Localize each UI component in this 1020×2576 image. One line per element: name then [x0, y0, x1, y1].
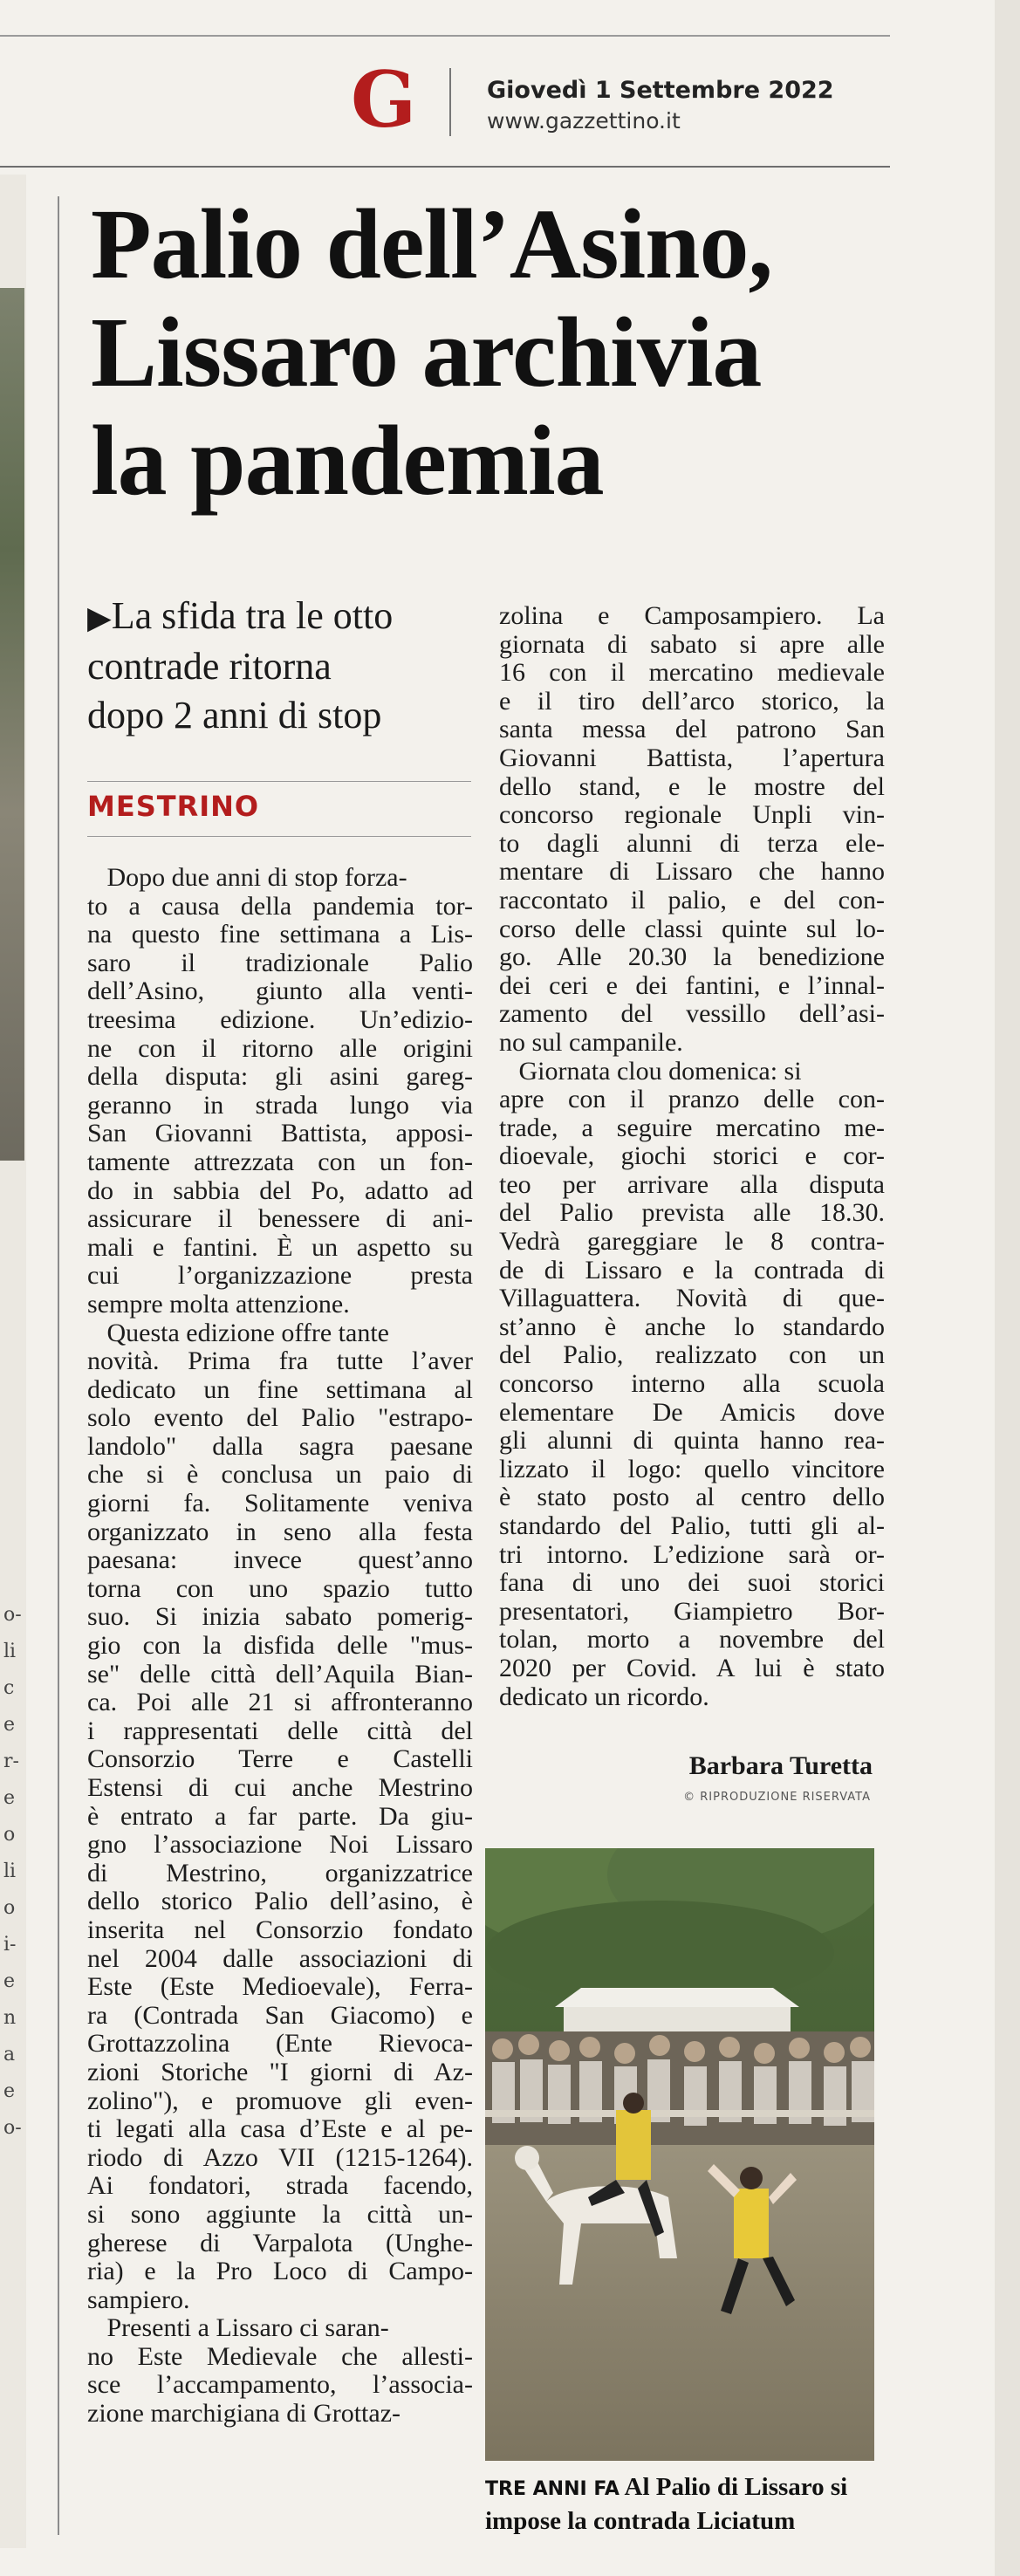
- article-line: lizzato il logo: quello vincitore: [499, 1455, 885, 1483]
- headline-line: la pandemia: [91, 405, 604, 516]
- article-line: Dopo due anni di stop forza-: [87, 864, 407, 892]
- article-line: San Giovanni Battista, apposi-: [87, 1120, 473, 1148]
- adjacent-text-fragment: a: [3, 2044, 16, 2066]
- article-line: zamento del vessillo dell’asi-: [499, 1000, 885, 1029]
- caption-lead: TRE ANNI FA: [485, 2478, 620, 2500]
- author-byline: Barbara Turetta: [688, 1751, 873, 1780]
- adjacent-text-fragment: li: [3, 1860, 17, 1882]
- article-line: di Mestrino, organizzatrice: [87, 1859, 473, 1887]
- article-line: solo evento del Palio "estrapo-: [87, 1404, 473, 1433]
- article-line: corso delle classi quinte sul lo-: [499, 915, 885, 943]
- article-line: standardo del Palio, tutti gli al-: [499, 1512, 885, 1540]
- adjacent-text-fragment: e: [3, 1787, 16, 1809]
- article-line: gli alunni di quinta hanno rea-: [499, 1427, 885, 1456]
- adjacent-text-fragment: i-: [3, 1934, 17, 1956]
- article-line: gio con la disfida delle "mus-: [87, 1632, 473, 1661]
- article-line: del Palio prevista alle 18.30.: [499, 1199, 885, 1228]
- article-line: mentare di Lissaro che hanno: [499, 858, 885, 887]
- adjacent-text-fragment: e: [3, 1970, 16, 1992]
- article-line: no sul campanile.: [499, 1028, 683, 1057]
- article-line: Giornata clou domenica: si: [499, 1057, 802, 1086]
- copyright-notice: © RIPRODUZIONE RISERVATA: [683, 1791, 871, 1804]
- article-line: Vedrà gareggiare le 8 contra-: [499, 1228, 885, 1257]
- article-line: treesima edizione. Un’edizio-: [87, 1005, 473, 1034]
- article-line: torna con uno spazio tutto: [87, 1574, 473, 1603]
- kicker-rule: [87, 781, 471, 782]
- subheadline-line: dopo 2 anni di stop: [87, 694, 382, 736]
- article-line: mali e fantini. È un aspetto su: [87, 1233, 473, 1262]
- article-line: concorso interno alla scuola: [499, 1370, 885, 1399]
- article-line: tri intorno. L’edizione sarà or-: [499, 1540, 885, 1569]
- article-line: 16 con il mercatino medievale: [499, 659, 885, 688]
- article-line: della disputa: gli asini gareg-: [87, 1063, 473, 1092]
- photo-caption: [485, 2471, 887, 2537]
- article-line: dioevale, giochi storici e cor-: [499, 1142, 885, 1171]
- article-line: ria) e la Pro Loco di Campo-: [87, 2257, 473, 2286]
- article-line: si sono aggiunte la città un-: [87, 2200, 473, 2229]
- article-line: Este (Este Medioevale), Ferra-: [87, 1973, 473, 2002]
- article-line: riodo di Azzo VII (1215-1264).: [87, 2143, 473, 2172]
- article-line: na questo fine settimana a Lis-: [87, 921, 473, 949]
- article-line: giornata di sabato si apre alle: [499, 630, 885, 659]
- article-line: to a causa della pandemia tor-: [87, 892, 473, 921]
- adjacent-text-fragment: o-: [3, 1604, 22, 1626]
- adjacent-text-fragment: e: [3, 2080, 16, 2102]
- article-line: zioni Storiche "I giorni di Az-: [87, 2058, 473, 2086]
- article-line: geranno in strada lungo via: [87, 1091, 473, 1120]
- article-line: ne con il ritorno alle origini: [87, 1034, 473, 1063]
- article-line: nel 2004 dalle associazioni di: [87, 1944, 473, 1973]
- article-line: se" delle città dell’Aquila Bian-: [87, 1660, 473, 1689]
- location-kicker: MESTRINO: [87, 790, 260, 823]
- subheadline-line: ▶La sfida tra le otto: [87, 594, 394, 637]
- caption-line: impose la contrada Liciatum: [485, 2507, 796, 2535]
- article-line: trade, a seguire mercatino me-: [499, 1113, 885, 1142]
- article-line: inserita nel Consorzio fondato: [87, 1915, 473, 1944]
- article-line: Consorzio Terre e Castelli: [87, 1745, 473, 1774]
- issue-date: Giovedì 1 Settembre 2022: [487, 77, 834, 104]
- article-line: i rappresentati delle città del: [87, 1716, 473, 1745]
- article-line: st’anno è anche lo standardo: [499, 1312, 885, 1341]
- article-line: do in sabbia del Po, adatto ad: [87, 1176, 473, 1205]
- article-line: go. Alle 20.30 la benedizione: [499, 943, 885, 972]
- article-line: dello stand, e le mostre del: [499, 772, 885, 801]
- article-line: Giovanni Battista, l’apertura: [499, 743, 885, 772]
- article-line: dello storico Palio dell’asino, è: [87, 1887, 473, 1916]
- article-line: cui l’organizzazione presta: [87, 1262, 473, 1291]
- kicker-rule: [87, 836, 471, 837]
- article-line: suo. Si inizia sabato pomerig-: [87, 1603, 473, 1632]
- article-line: giorni fa. Solitamente veniva: [87, 1490, 473, 1518]
- subheadline: [87, 592, 471, 740]
- gazzettino-logo: G: [351, 54, 417, 145]
- article-line: apre con il pranzo delle con-: [499, 1086, 885, 1114]
- headline: [91, 190, 928, 515]
- photo-illustration: [485, 1848, 874, 2461]
- article-column-2: [499, 602, 885, 1711]
- article-line: concorso regionale Unpli vin-: [499, 801, 885, 830]
- article-line: è stato posto al centro dello: [499, 1483, 885, 1512]
- adjacent-text-fragment: o: [3, 1897, 16, 1919]
- article-line: landolo" dalla sagra paesane: [87, 1432, 473, 1461]
- article-line: dell’Asino, giunto alla venti-: [87, 977, 473, 1006]
- top-rule: [0, 35, 890, 37]
- article-line: Villaguattera. Novità di que-: [499, 1285, 885, 1313]
- article-line: presentatori, Giampietro Bor-: [499, 1597, 885, 1626]
- caption-line: TRE ANNI FA Al Palio di Lissaro si: [485, 2473, 848, 2501]
- article-line: Presenti a Lissaro ci saran-: [87, 2314, 389, 2343]
- article-line: dedicato un fine settimana al: [87, 1375, 473, 1404]
- article-line: e il tiro dell’arco storico, la: [499, 687, 885, 716]
- page-edge: [995, 0, 1020, 2576]
- article-line: sempre molta attenzione.: [87, 1290, 350, 1319]
- article-line: zione marchigiana di Grottaz-: [87, 2400, 401, 2429]
- article-line: ra (Contrada San Giacomo) e: [87, 2001, 473, 2030]
- masthead-divider: [449, 68, 451, 136]
- article-line: saro il tradizionale Palio: [87, 949, 473, 977]
- article-line: ti legati alla casa d’Este e al pe-: [87, 2115, 473, 2144]
- adjacent-text-fragment: o-: [3, 2117, 22, 2139]
- article-line: de di Lissaro e la contrada di: [499, 1256, 885, 1285]
- adjacent-text-fragment: n: [3, 2007, 17, 2029]
- headline-line: Lissaro archivia: [91, 297, 762, 408]
- article-line: Ai fondatori, strada facendo,: [87, 2172, 473, 2201]
- article-column-1: [87, 864, 473, 2429]
- article-line: Estensi di cui anche Mestrino: [87, 1774, 473, 1802]
- article-line: del Palio, realizzato con un: [499, 1341, 885, 1370]
- article-line: sampiero.: [87, 2285, 190, 2314]
- article-line: 2020 per Covid. A lui è stato: [499, 1654, 885, 1682]
- article-line: Questa edizione offre tante: [87, 1319, 389, 1347]
- adjacent-text-fragment: o: [3, 1824, 16, 1846]
- triangle-marker-icon: ▶: [87, 600, 112, 635]
- article-line: dedicato un ricordo.: [499, 1682, 709, 1711]
- adjacent-text-fragment: li: [3, 1641, 17, 1662]
- article-line: tamente attrezzata con un fon-: [87, 1148, 473, 1176]
- article-line: Grottazzolina (Ente Rievoca-: [87, 2030, 473, 2059]
- adjacent-text-fragment: e: [3, 1714, 16, 1736]
- article-line: zolina e Camposampiero. La: [499, 602, 885, 630]
- article-line: novità. Prima fra tutte l’aver: [87, 1347, 473, 1376]
- masthead-rule: [0, 166, 890, 168]
- article-line: sce l’accampamento, l’associa-: [87, 2371, 473, 2400]
- article-line: organizzato in seno alla festa: [87, 1518, 473, 1546]
- article-line: assicurare il benessere di ani-: [87, 1205, 473, 1234]
- article-line: elementare De Amicis dove: [499, 1398, 885, 1427]
- adjacent-text-fragment: c: [3, 1677, 15, 1699]
- article-line: è entrato a far parte. Da giu-: [87, 1802, 473, 1831]
- article-line: raccontato il palio, e del con-: [499, 886, 885, 915]
- article-line: to dagli alunni di terza ele-: [499, 829, 885, 858]
- column-rule: [58, 196, 59, 2535]
- article-line: santa messa del patrono San: [499, 716, 885, 744]
- article-line: dei ceri e dei fantini, e l’innal-: [499, 971, 885, 1000]
- adjacent-photo-fragment: [0, 288, 24, 1161]
- adjacent-text-fragment: r-: [3, 1750, 19, 1772]
- article-line: zolino"), e promuove gli even-: [87, 2086, 473, 2115]
- article-line: fana di uno dei suoi storici: [499, 1569, 885, 1598]
- article-line: gno l’associazione Noi Lissaro: [87, 1831, 473, 1860]
- article-line: no Este Medievale che allesti-: [87, 2342, 473, 2371]
- palio-photo: [485, 1848, 874, 2461]
- article-line: gherese di Varpalota (Unghe-: [87, 2229, 473, 2257]
- article-line: paesana: invece quest’anno: [87, 1546, 473, 1575]
- site-url: www.gazzettino.it: [487, 108, 681, 134]
- headline-line: Palio dell’Asino,: [91, 188, 773, 299]
- article-line: ca. Poi alle 21 si affronteranno: [87, 1689, 473, 1717]
- article-line: tolan, morto a novembre del: [499, 1626, 885, 1655]
- article-line: teo per arrivare alla disputa: [499, 1170, 885, 1199]
- article-line: che si è conclusa un paio di: [87, 1461, 473, 1490]
- subheadline-line: contrade ritorna: [87, 645, 332, 688]
